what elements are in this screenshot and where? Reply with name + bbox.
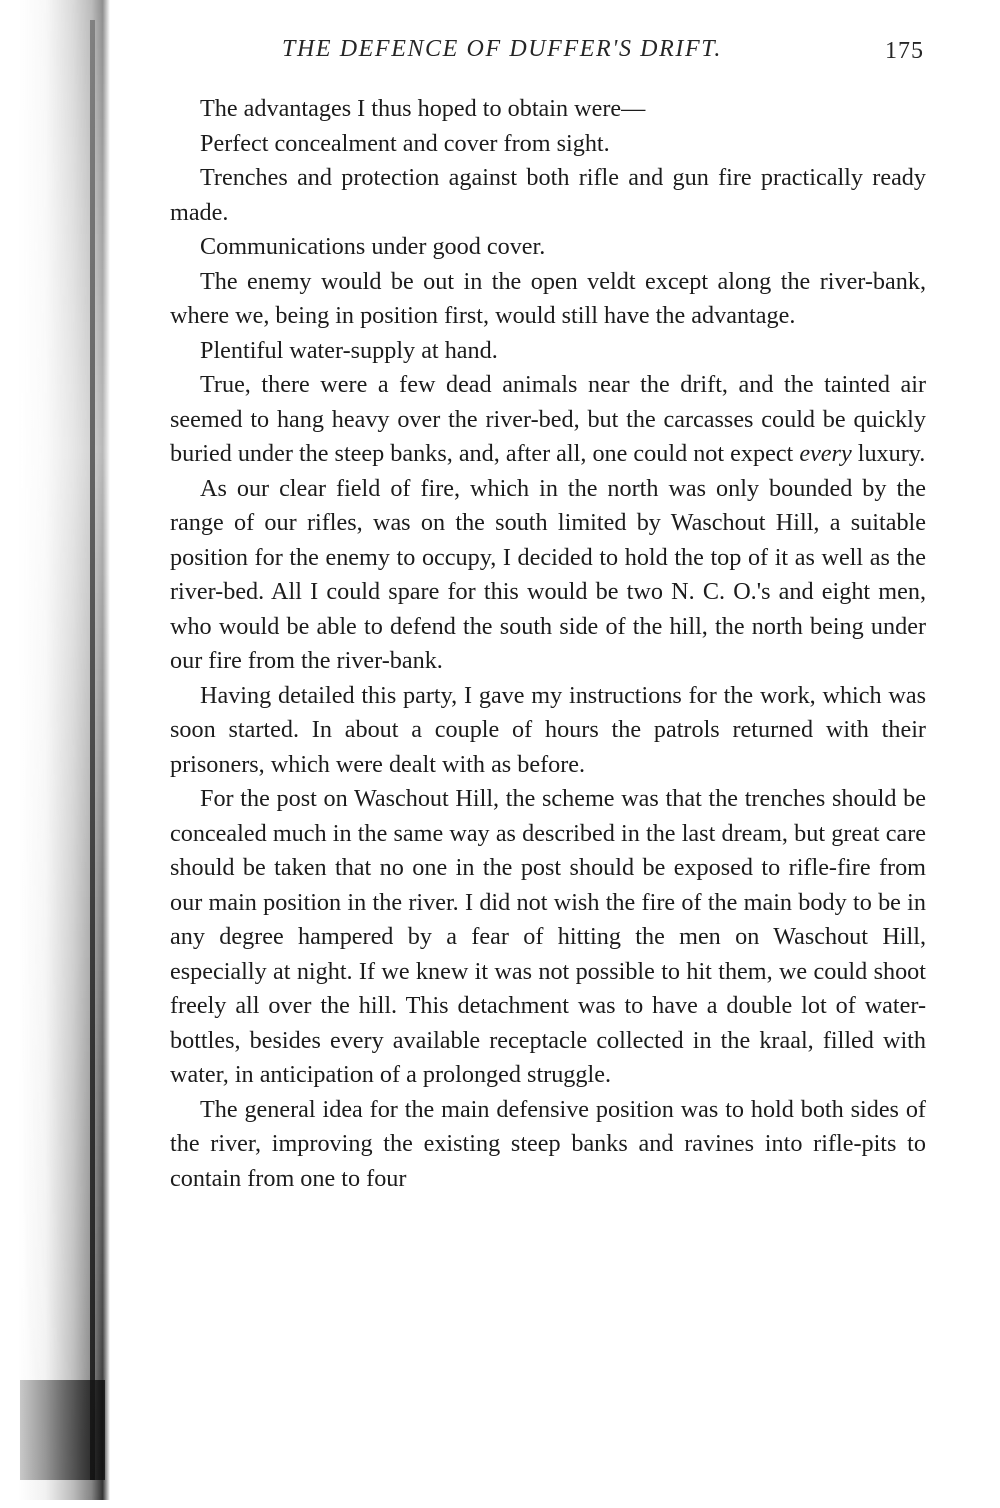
paragraph-text: The enemy would be out in the open veldt except along the river-bank, where we, being in position first, would still have the advantage. xyxy=(170,267,926,329)
paragraph-text: Having detailed this party, I gave my instructions for the work, which was soon started. In about a couple of hours the patrols returned with their prisoners, which were dealt with as before. xyxy=(170,681,926,778)
paragraph-text: Perfect concealment and cover from sight. xyxy=(200,129,610,157)
binding-gutter-shadow xyxy=(18,0,110,1500)
paragraph-text: Plentiful water-supply at hand. xyxy=(200,336,498,364)
paragraph xyxy=(170,472,926,679)
paragraph-text: As our clear field of fire, which in the north was only bounded by the range of our rifles, was on the south limited by Waschout Hill, a suitable position for the enemy to occupy, I decided to hold the top of it as well as the river-bed. All I could spare for this would be two N. C. O.'s and eight men, who would be able to defend the south side of the hill, the north being under our fire from the river-bank. xyxy=(170,474,926,674)
paragraph xyxy=(170,230,926,265)
running-head xyxy=(170,36,930,76)
paragraph xyxy=(170,679,926,783)
paragraph xyxy=(170,265,926,334)
paragraph-text: The general idea for the main defensive position was to hold both sides of the river, improving the existing steep banks and ravines into rifle-pits to contain from one to four xyxy=(170,1095,926,1192)
paragraph xyxy=(170,782,926,1093)
paragraph xyxy=(170,368,926,472)
paragraph xyxy=(170,92,926,127)
paragraph xyxy=(170,127,926,162)
paragraph xyxy=(170,161,926,230)
running-head-title: THE DEFENCE OF DUFFER'S DRIFT. xyxy=(282,36,722,62)
binding-gutter-line xyxy=(90,20,95,1480)
paragraph-text: luxury. xyxy=(851,440,926,467)
paragraph-text: Communications under good cover. xyxy=(200,233,546,260)
paragraph-text: Trenches and protection against both rifle and gun fire practically ready made. xyxy=(170,164,926,226)
paragraph xyxy=(170,334,926,369)
body-text xyxy=(170,92,926,1196)
italic-emphasis: every xyxy=(799,440,852,467)
paragraph-text: True, there were a few dead animals near the drift, and the tainted air seemed to hang heavy over the river-bed, but the carcasses could be quickly buried under the steep banks, and, after all, one could not expect xyxy=(170,371,926,467)
paragraph-text: The advantages I thus hoped to obtain were— xyxy=(200,95,646,122)
paragraph xyxy=(170,1093,926,1197)
page-number: 175 xyxy=(885,38,924,64)
paragraph-text: For the post on Waschout Hill, the scheme was that the trenches should be concealed much in the same way as described in the last dream, but great care should be taken that no one in the post should be exposed to rifle-fire from our main position in the river. I did not wish the fire of the main body to be in any degree hampered by a fear of hitting the men on Waschout Hill, especially at night. If we knew it was not possible to hit them, we could shoot freely all over the hill. This detachment was to have a double lot of water-bottles, besides every available receptacle collected in the kraal, filled with water, in anticipation of a prolonged struggle. xyxy=(170,785,926,1088)
